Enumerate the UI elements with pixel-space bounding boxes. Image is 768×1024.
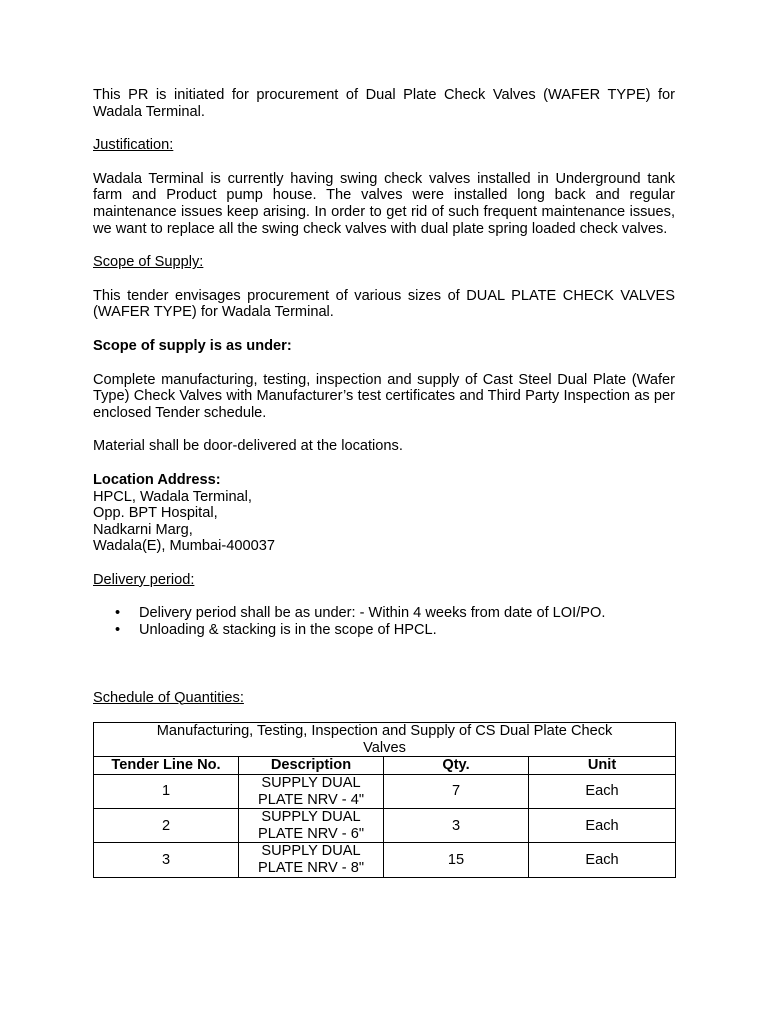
delivery-heading: Delivery period: [93, 571, 195, 588]
table-header-row [94, 757, 676, 775]
table-title-row [94, 723, 676, 757]
unit-cell: Each [529, 775, 676, 809]
column-header: Tender Line No. [94, 757, 239, 775]
address-line: Wadala(E), Mumbai-400037 [93, 538, 275, 555]
delivery-bullet: • Delivery period shall be as under: - Within 4 weeks from date of LOI/PO. [139, 605, 675, 622]
description-cell: SUPPLY DUAL PLATE NRV - 6" [239, 809, 384, 843]
unit-cell: Each [529, 843, 676, 877]
qty-cell: 3 [384, 809, 529, 843]
scope-heading: Scope of Supply: [93, 254, 204, 271]
qty-cell: 15 [384, 843, 529, 877]
delivery-note: Material shall be door-delivered at the locations. [93, 438, 403, 455]
table-row [94, 775, 676, 809]
column-header: Description [239, 757, 384, 775]
justification-paragraph: Wadala Terminal is currently having swing check valves installed in Underground tank farm and Product pump house. The valves were installed long back and regular maintenance issues keep arising. In order to get rid of such frequent maintenance issues, we want to replace all the swing check valves with dual plate spring loaded check valves. [93, 170, 675, 237]
column-header: Unit [529, 757, 676, 775]
location-heading: Location Address: [93, 471, 221, 488]
line-number-cell: 1 [94, 775, 239, 809]
unit-cell: Each [529, 809, 676, 843]
scope-subheading: Scope of supply is as under: [93, 337, 292, 354]
table-row [94, 843, 676, 877]
table-row [94, 809, 676, 843]
address-line: HPCL, Wadala Terminal, [93, 488, 252, 505]
justification-heading: Justification: [93, 137, 174, 154]
address-line: Opp. BPT Hospital, [93, 505, 218, 522]
description-cell: SUPPLY DUAL PLATE NRV - 4" [239, 775, 384, 809]
table-title: Manufacturing, Testing, Inspection and Supply of CS Dual Plate Check Valves [94, 723, 676, 757]
scope-paragraph: This tender envisages procurement of various sizes of DUAL PLATE CHECK VALVES (WAFER TYPE) for Wadala Terminal. [93, 287, 675, 321]
schedule-heading: Schedule of Quantities: [93, 689, 244, 706]
column-header: Qty. [384, 757, 529, 775]
scope-detail-paragraph: Complete manufacturing, testing, inspection and supply of Cast Steel Dual Plate (Wafer Type) Check Valves with Manufacturer’s test certificates and Third Party Inspection as per enclosed Tender schedule. [93, 371, 675, 421]
intro-paragraph: This PR is initiated for procurement of Dual Plate Check Valves (WAFER TYPE) for Wadala Terminal. [93, 87, 675, 120]
schedule-table [93, 722, 676, 877]
delivery-list [93, 605, 675, 638]
address-line: Nadkarni Marg, [93, 521, 193, 538]
description-cell: SUPPLY DUAL PLATE NRV - 8" [239, 843, 384, 877]
document-body [93, 87, 675, 878]
line-number-cell: 3 [94, 843, 239, 877]
delivery-bullet: • Unloading & stacking is in the scope of HPCL. [139, 622, 675, 639]
line-number-cell: 2 [94, 809, 239, 843]
qty-cell: 7 [384, 775, 529, 809]
